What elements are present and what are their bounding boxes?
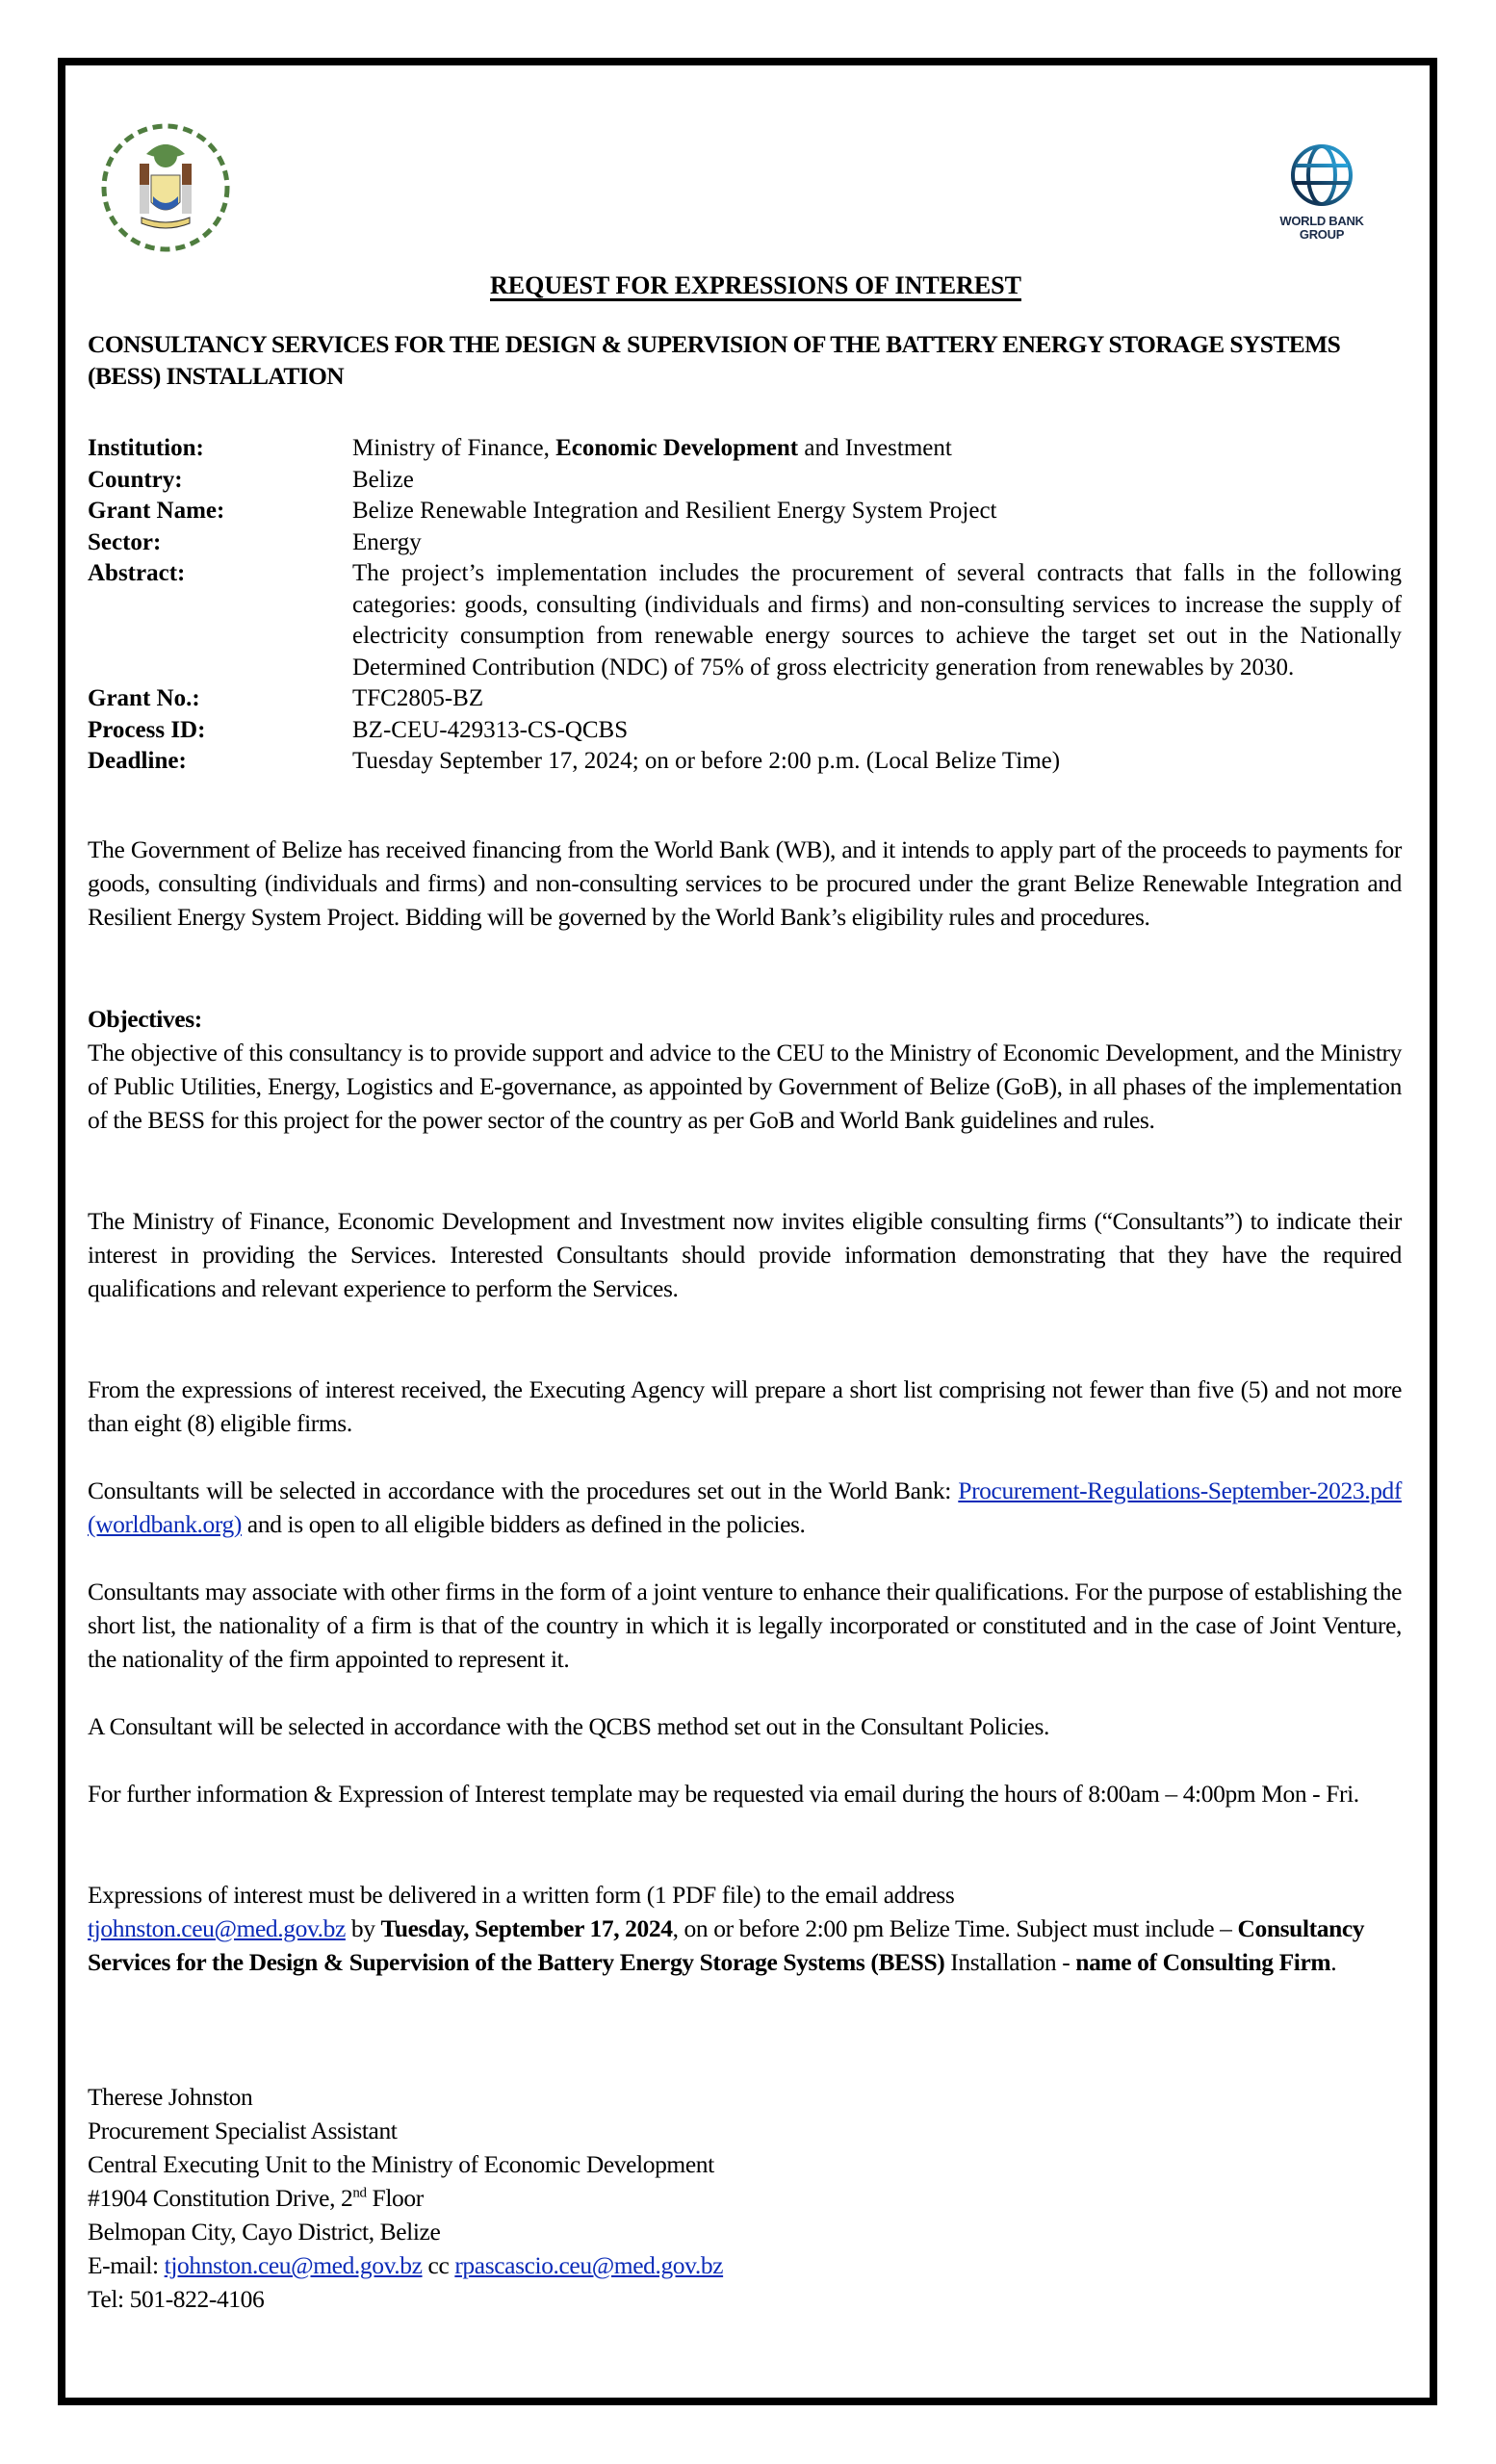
cc-text: cc (422, 2251, 455, 2279)
info-value: Tuesday September 17, 2024; on or before 2:00 p.m. (Local Belize Time) (352, 748, 1061, 774)
institution-bold-text: Economic Development (555, 435, 799, 461)
address-sup: nd (352, 2185, 367, 2201)
institution-text-end: and Investment (798, 435, 952, 461)
signature-tel: Tel: 501-822-4106 (88, 2285, 265, 2313)
selection-text: Consultants will be selected in accordance with the procedures set out in the World Bank: (88, 1476, 959, 1504)
world-bank-name: WORLD BANK (1279, 214, 1364, 228)
info-label: Process ID: (88, 716, 206, 743)
paragraph-shortlist: From the expressions of interest received, the Executing Agency will prepare a short list comprising not fewer than five (5) and not more than eight (8) eligible firms. (88, 1375, 1402, 1437)
paragraph-further-info: For further information & Expression of Interest template may be requested via email during the hours of 8:00am – 4:00pm Mon - Fri. (88, 1780, 1359, 1808)
delivery-by: by (345, 1914, 381, 1942)
info-label: Institution: (88, 435, 204, 461)
info-row-grant-no (88, 683, 1402, 715)
info-row-sector (88, 527, 1402, 559)
delivery-subject-plain: Installation - (944, 1948, 1076, 1976)
email-link-cc[interactable]: rpascascio.ceu@med.gov.bz (454, 2251, 724, 2279)
delivery-text: Expressions of interest must be delivered in a written form (1 PDF file) to the email address (88, 1881, 955, 1909)
paragraph-joint-venture: Consultants may associate with other firms in the form of a joint venture to enhance their qualifications. For the purpose of establishing the short list, the nationality of a firm is that of the country in which it is legally incorporated or constituted and in the case of Joint Venture, the nationality of the firm appointed to represent it. (88, 1578, 1402, 1673)
page-title (88, 270, 1424, 301)
info-value: The project’s implementation includes the procurement of several contracts that falls in the following categories: goods, consulting (individuals and firms) and non-consulting services to increase the supply of electricity consumption from renewable energy sources to achieve the target set out in the Nationally Determined Contribution (NDC) of 75% of gross electricity generation from renewables by 2030. (352, 560, 1402, 680)
info-row-process-id (88, 715, 1402, 747)
info-value: Belize (352, 466, 414, 493)
signature-address (88, 2181, 1402, 2215)
paragraph-objectives: The objective of this consultancy is to provide support and advice to the CEU to the Ministry of Economic Development, and the Ministry of Public Utilities, Energy, Logistics and E-governance, as appointed by Government of Belize (GoB), in all phases of the implementation of the BESS for this project for the power sector of the country as per GoB and World Bank guidelines and rules. (88, 1039, 1402, 1134)
selection-text-end: and is open to all eligible bidders as defined in the policies. (241, 1510, 806, 1538)
signature-role: Procurement Specialist Assistant (88, 2117, 398, 2144)
info-value: BZ-CEU-429313-CS-QCBS (352, 716, 629, 743)
world-bank-globe-icon (1288, 141, 1355, 210)
delivery-subject: Consultancy Services for the Design & Supervision of the Battery Energy Storage Systems (BESS) (88, 1914, 1365, 1976)
signature-block (88, 2080, 1402, 2316)
signature-name: Therese Johnston (88, 2083, 253, 2111)
signature-email (88, 2248, 1402, 2282)
info-row-abstract (88, 558, 1402, 683)
info-label: Sector: (88, 528, 162, 555)
document-subtitle: CONSULTANCY SERVICES FOR THE DESIGN & SUPERVISION OF THE BATTERY ENERGY STORAGE SYSTEMS (BESS) INSTALLATION (88, 330, 1341, 390)
email-link-primary[interactable]: tjohnston.ceu@med.gov.bz (164, 2251, 423, 2279)
paragraph-qcbs: A Consultant will be selected in accordance with the QCBS method set out in the Consultant Policies. (88, 1712, 1049, 1740)
delivery-end: . (1330, 1948, 1337, 1976)
title-text: REQUEST FOR EXPRESSIONS OF INTEREST (490, 271, 1021, 299)
signature-city: Belmopan City, Cayo District, Belize (88, 2218, 441, 2246)
paragraph-invitation: The Ministry of Finance, Economic Development and Investment now invites eligible consulting firms (“Consultants”) to indicate their interest in providing the Services. Interested Consultants should provide information demonstrating that they have the required qualifications and relevant experience to perform the Services. (88, 1207, 1402, 1302)
info-value: Belize Renewable Integration and Resilient Energy System Project (352, 498, 997, 524)
info-row-grant-name (88, 496, 1402, 527)
info-value: Energy (352, 528, 422, 555)
info-value: TFC2805-BZ (352, 685, 484, 711)
world-bank-logo (1269, 141, 1375, 256)
address-text-end: Floor (366, 2184, 424, 2212)
info-row-institution (88, 433, 1402, 465)
objectives-heading: Objectives: (88, 1005, 202, 1033)
institution-text: Ministry of Finance, (352, 435, 556, 461)
delivery-date: Tuesday, September 17, 2024 (380, 1914, 673, 1942)
procurement-regulations-link[interactable]: Procurement-Regulations-September-2023.pdf (worldbank.org) (88, 1476, 1402, 1538)
info-label: Abstract: (88, 560, 186, 586)
info-label: Country: (88, 466, 183, 493)
info-row-deadline (88, 746, 1402, 778)
world-bank-group: GROUP (1299, 227, 1345, 242)
delivery-mid: , on or before 2:00 pm Belize Time. Subject must include – (672, 1914, 1238, 1942)
email-label: E-mail: (88, 2251, 165, 2279)
info-row-country (88, 465, 1402, 497)
paragraph-financing: The Government of Belize has received financing from the World Bank (WB), and it intends to apply part of the proceeds to payments for goods, consulting (individuals and firms) and non-consulting services to be procured under the grant Belize Renewable Integration and Resilient Energy System Project. Bidding will be governed by the World Bank’s eligibility rules and procedures. (88, 835, 1402, 931)
paragraph-delivery (88, 1878, 1402, 1979)
signature-unit: Central Executing Unit to the Ministry of Economic Development (88, 2150, 714, 2178)
document-frame (58, 58, 1437, 2405)
paragraph-selection (88, 1474, 1402, 1541)
objectives-section (88, 1002, 1402, 1137)
info-value (352, 433, 1402, 465)
info-label: Grant No.: (88, 685, 200, 711)
delivery-email-link[interactable]: tjohnston.ceu@med.gov.bz (88, 1914, 346, 1942)
info-label: Grant Name: (88, 498, 225, 524)
info-table (88, 433, 1402, 778)
delivery-firm: name of Consulting Firm (1075, 1948, 1331, 1976)
info-label: Deadline: (88, 748, 187, 774)
address-text: #1904 Constitution Drive, 2 (88, 2184, 353, 2212)
belize-coat-of-arms-icon (93, 116, 238, 260)
